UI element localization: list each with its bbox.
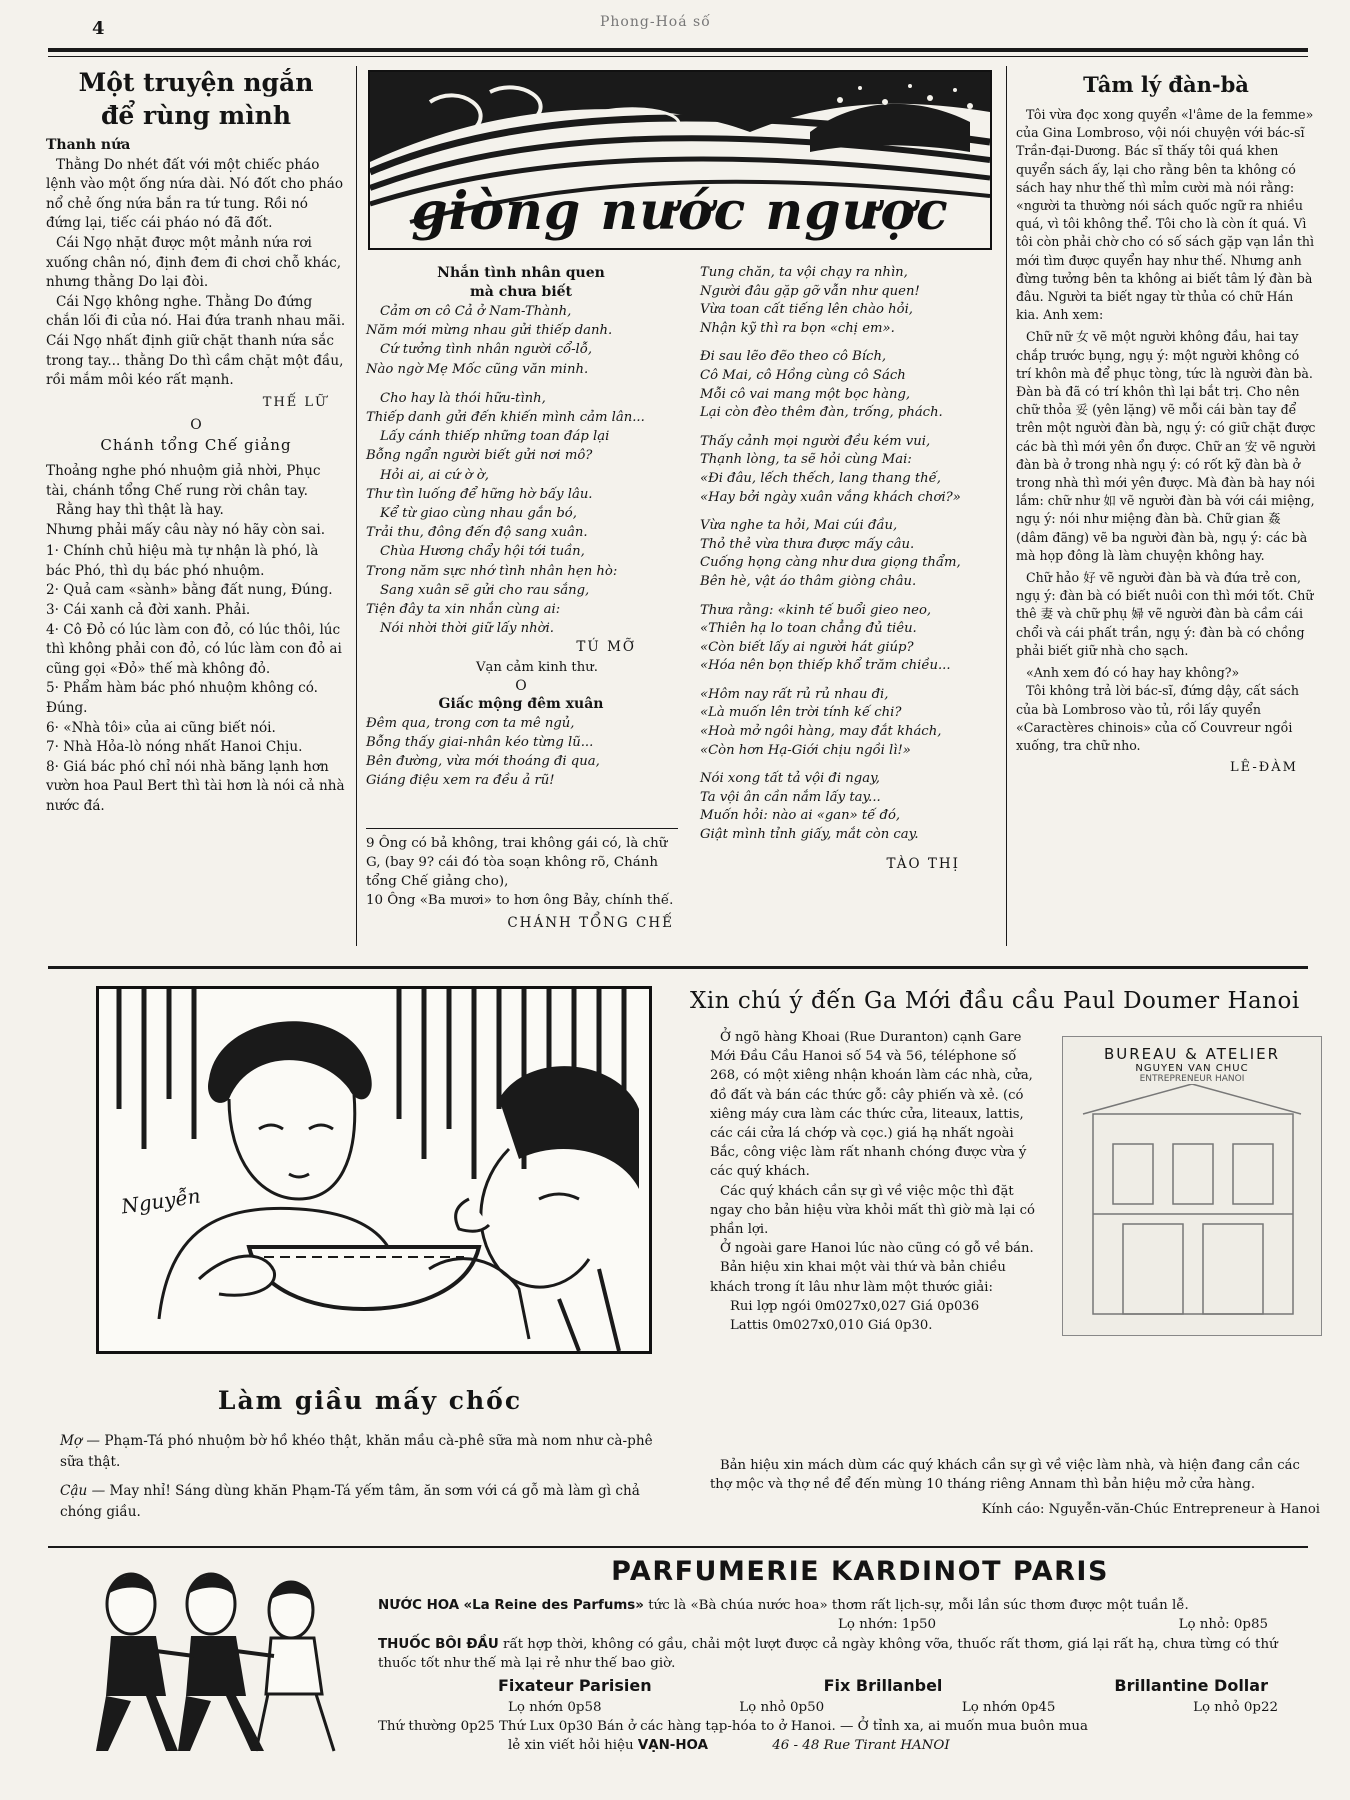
poem-line: Trong năm sực nhớ tình nhân hẹn hò: [366,563,618,579]
shop-address: 46 - 48 Rue Tirant HANOI [772,1738,950,1754]
poem-line: «Hôm nay rất rủ rủ nhau đi, [700,686,889,702]
numbered-item: 8· Giá bác phó chỉ nói nhà băng lạnh hơn vườn hoa Paul Bert thì tài hơn là nói cả nhà nước đá. [46,758,345,814]
poem-line: Cho hay là thói hữu-tình, [380,390,546,406]
poem-line: Năm mới mừng nhau gửi thiếp danh. [366,323,613,339]
product-price: Lọ nhỏ 0p50 [739,1699,825,1715]
column-story [46,66,346,817]
poem-line: «Hay bởi ngày xuân vắng khách chơi?» [700,489,961,505]
banner-title: giòng nước ngược [411,181,949,242]
riddle-block [366,834,678,933]
ad-paragraph: Ở ngoài gare Hanoi lúc nào cũng có gỗ về bán. [720,1241,1034,1257]
top-rule-thin [48,56,1308,57]
story-paragraph: Cái Ngọ nhặt được một mảnh nứa rơi xuống chân nó, định đem đi chơi chỗ khác, nhưng thằng Do lại đòi. [46,234,342,291]
poem-line: Vừa toan cất tiếng lên chào hỏi, [700,302,913,318]
bottom-rule [48,1546,1308,1548]
riddle-rule [366,828,678,829]
poem-line: Nói xong tất tả vội đi ngay, [700,771,880,787]
poem-line: «Là muốn lên trời tính kế chi? [700,705,902,721]
price-small: Lọ nhỏ: 0p85 [1178,1617,1268,1633]
poem-line: Kể từ giao cùng nhau gắn bó, [380,506,577,522]
riddle-signature: CHÁNH TỔNG CHẾ [507,915,674,931]
story-paragraph: Thằng Do nhét đất với một chiếc pháo lệnh vào một ống nứa dài. Nó đốt cho pháo nổ chẻ ống nứa bắn ra tứ tung. Rồi nó đứng lại, tiếc cái pháo nó đã đốt. [46,156,344,232]
cartoon-signature: Nguyễn [119,1183,202,1219]
tam-ly-paragraph: Chữ hảo 好 vẽ người đàn bà và đứa trẻ con, ngụ ý: đàn bà có biết nuôi con thì mới tốt. Chữ thê 妻 và chữ phụ 婦 vẽ người đàn bà cầm cái chổi và cái phất trần, ngụ ý: đàn bà có chồng phải biết giữ nhà cho sạch. [1016,570,1314,658]
perfume-footer: Thứ thường 0p25 Thứ Lux 0p30 Bán ở các hàng tạp-hóa to ở Hanoi. — Ở tỉnh xa, ai muốn mua buôn mua [378,1719,1089,1735]
column-poem-right [700,264,1000,873]
tam-ly-paragraph: Tôi không trả lời bác-sĩ, đứng dậy, cất sách của bà Lombroso vào tủ, rồi lấy quyển «Caractères chinois» của cố Couvreur ngồi xuống, tra chữ nho. [1016,683,1299,753]
tam-ly-title: Tâm lý đàn-bà [1083,72,1249,97]
poem-line: Thư tìn luống để hững hờ bấy lâu. [366,486,593,502]
story-byline: THẾ LỮ [262,394,328,410]
product-text: tức là «Bà chúa nước hoa» thơm rất lịch-sự, mỗi lần súc thơm được một tuần lễ. [648,1598,1189,1613]
poem-line: Bỗng ngẩn người biết gửi nơi mô? [366,448,593,464]
top-rule [48,48,1308,52]
cartoon-title: Làm giầu mấy chốc [217,1386,523,1415]
poem-line: Nào ngờ Mẹ Mốc cũng văn minh. [366,361,589,377]
poem-line: Giáng điệu xem ra đều ả rũ! [366,773,555,789]
numbered-item: 7· Nhà Hỏa-lò nóng nhất Hanoi Chịu. [46,739,303,756]
poem-line: Trải thu, đông đến độ sang xuân. [366,525,588,541]
tam-ly-paragraph: «Anh xem đó có hay hay không?» [1026,665,1240,681]
column-divider [1006,66,1007,946]
ad-paragraph: Các quý khách cần sự gì về việc mộc thì đặt ngay cho bản hiệu vừa khỏi mất thì giờ mà lại có phần lợi. [710,1183,1035,1238]
poem-line: Ta vội ân cần nắm lấy tay... [700,789,881,805]
product-name: Fixateur Parisien [498,1675,652,1695]
walking-men-drawing [86,1566,348,1756]
poem-title: mà chưa biết [469,284,573,300]
dialog-line: Phạm-Tá phó nhuộm bờ hồ khéo thật, khăn mầu cà-phê sữa mà nom như cà-phê sữa thật. [60,1433,653,1470]
poem-line: Lấy cánh thiếp những toan đáp lại [380,429,610,445]
poem-line: Cuống họng càng như dưa giọng thẩm, [700,555,961,571]
product-text: rất hợp thời, không có gầu, chải một lượt được cả ngày không vỡa, thuốc rất thơm, giá lại rất hạ, chưa từng có thứ thuốc tốt như thế mà lại rẻ như thế bao giờ. [378,1636,1278,1672]
dialog-speaker: Cậu — [60,1483,106,1499]
shop-sign: NGUYEN VAN CHUC [1135,1063,1249,1074]
product-price: Lọ nhớn 0p58 [508,1699,602,1715]
section-title-chanh-tong: Chánh tổng Chế giảng [100,436,292,455]
story-subtitle: Thanh nứa [46,137,131,153]
product-label: THUỐC BÔI ĐẦU [378,1636,499,1652]
cartoon-caption [60,1386,680,1523]
ad-carpentry-body [710,1028,1040,1335]
poem-line: Bên đường, vừa mới thoáng đi qua, [366,754,600,770]
poem-line: Hỏi ai, ai cứ ờ ờ, [380,467,489,483]
cartoon-illustration [96,986,652,1354]
page-number: 4 [92,18,105,39]
separator-circle: O [190,417,202,434]
story-paragraph: Cái Ngọ không nghe. Thằng Do đứng chắn lối đi của nó. Hai đứa tranh nhau mãi. Cái Ngọ nhất định giữ chặt thanh nứa sắc trong tay... thằng Do thì cầm chặt một đầu, rồi mắm môi kéo rất mạnh. [46,293,346,389]
perfume-figures [86,1566,348,1756]
riddle-text: 10 Ông «Ba mươi» to hơn ông Bảy, chính thế. [366,893,674,908]
poem-line: Đi sau lẽo đẽo theo cô Bích, [700,349,887,365]
dialog-speaker: Mợ — [60,1433,101,1449]
ad-paragraph: Bản hiệu xin khai một vài thứ và bản chiều khách trong ít lâu như làm một thước giải: [710,1260,1006,1295]
column-divider [356,66,357,946]
numbered-item: 3· Cái xanh cả đời xanh. Phải. [46,602,251,619]
perfume-title: PARFUMERIE KARDINOT PARIS [611,1556,1109,1587]
price-line: Lattis 0m027x0,010 Giá 0p30. [730,1318,933,1334]
perfume-body [378,1596,1308,1756]
dialog-line: May nhỉ! Sáng dùng khăn Phạm-Tá yếm tâm, ăn sơm với cá gỗ mà làm gì chả chóng giầu. [60,1483,640,1520]
poem-line: Bên hè, vật áo thâm giòng châu. [700,573,917,589]
product-name: Brillantine Dollar [1114,1675,1268,1695]
banner-giong-nuoc-nguoc [368,70,992,250]
tam-ly-byline: LÊ-ĐÀM [1230,760,1298,776]
poem-line: Thỏ thẻ vừa thưa được mấy câu. [700,536,915,552]
ad-carpentry-closing [710,1456,1320,1520]
poem-line: «Còn biết lấy ai người hát giúp? [700,639,914,655]
poem-line: Đêm qua, trong cơn ta mê ngủ, [366,715,575,731]
ad-paragraph: Bản hiệu xin mách dùm các quý khách cần sự gì về việc làm nhà, và hiện đang cần các thợ mộc và thợ nề để đến mùng 10 tháng riêng Annam thì bản hiệu mở cửa hàng. [710,1458,1300,1493]
product-label: NƯỚC HOA [378,1598,460,1613]
poem-line: Tiện đây ta xin nhắn cùng ai: [366,602,561,618]
poem-line: «Đi đâu, lếch thếch, lang thang thế, [700,470,941,486]
riddle-text: 9 Ông có bả không, trai không gái có, là chữ G, (bay 9? cái đó tòa soạn không rõ, Chánh tổng Chế giảng cho), [366,836,668,889]
poem-line: Thạnh lòng, ta sẽ hỏi cùng Mai: [700,452,912,468]
shop-sign: BUREAU & ATELIER [1103,1045,1281,1063]
poem-signature: TÚ MỠ [576,639,636,656]
product-price: Lọ nhớn 0p45 [961,1699,1056,1715]
price-big: Lọ nhớn: 1p50 [838,1617,937,1633]
poem-line: «Hóa nên bọn thiếp khổ trăm chiều... [700,658,951,674]
shop-illustration [1062,1036,1322,1336]
ad-signoff: Kính cáo: Nguyễn-văn-Chúc Entrepreneur à Hanoi [981,1502,1320,1518]
poem-note: Vạn cảm kinh thư. [476,659,598,675]
shop-name: VẠN-HOA [637,1738,708,1754]
ad-title-ga-moi: Xin chú ý đến Ga Mới đầu cầu Paul Doumer Hanoi [690,988,1300,1014]
product-name: Fix Brillanbel [823,1675,943,1695]
section-intro: Thoảng nghe phó nhuộm giả nhời, Phục tài, chánh tổng Chế rung rời chân tay. [46,462,321,499]
shop-sign: ENTREPRENEUR HANOI [1139,1074,1245,1084]
section-intro: Rằng hay thì thật là hay. [56,502,224,519]
tam-ly-paragraph: Chữ nữ 女 vẽ một người không đầu, hai tay chắp trước bụng, ngụ ý: một người không có trí khôn mà để phục tòng, tức là người đàn bà. Đàn bà đã có trí khôn thì lại bắt trị. Cho nên chữ thỏa 妥 (yên lặng) vẽ mỗi cái bàn tay để trên một người đàn bà, ngụ ý: có giữ chặt được các bà thì mới yên ổn được. Chữ an 安 vẽ người đàn bà ở trong nhà ngụ ý: có rốt kỹ đàn bà ở trong nhà thì mới yên được. Mà đàn bà hay nói lắm: chữ như 如 vẽ người đàn bà với cái miệng, ngụ ý: nói như miệng đàn bà. Chữ gian 姦 (dâm đãng) vẽ ba người đàn bà, ngụ ý: các bà mà họp đông là làm chuyện không hay. [1016,329,1316,563]
product-price: Lọ nhỏ 0p22 [1193,1699,1278,1715]
numbered-item: 1· Chính chủ hiệu mà tự nhận là phó, là bác Phó, thì dụ bác phó nhuộm. [46,543,319,579]
poem-line: Mỗi cô vai mang một bọc hàng, [700,386,911,402]
poem-line: Giật mình tỉnh giấy, mắt còn cay. [700,827,919,843]
section-intro: Nhưng phải mấy câu này nó hãy còn sai. [46,521,326,538]
perfume-footer-text: lẻ xin viết hỏi hiệu [508,1738,634,1754]
poem-line: Thiếp danh gửi đến khiến mình cảm lân... [366,410,645,426]
shop-building-drawing [1063,1084,1321,1324]
tam-ly-paragraph: Tôi vừa đọc xong quyển «l'âme de la femme» của Gina Lombroso, vội nói chuyện với bác-sĩ Trần-đại-Dương. Bác sĩ thấy tôi quá khen quyển sách ấy, lại cho rằng bên ta không có sách hay như thế thì mỉm cười mà nói rằng: «người ta thường nói sách quốc ngữ ra nhiều quá, vì tôi không thể. Tôi cho là còn ít quá. Vì tôi còn phải chờ cho có số sách gặp vạn lần thì mới tìm được quyển hay như thế. Nhưng anh đừng tưởng bên ta không ai biết tâm lý đàn bà đâu. Người ta biết ngay từ thủa có chữ Hán kia. Anh xem: [1016,107,1315,323]
poem-line: «Hoà mở ngôi hàng, may đắt khách, [700,724,942,740]
numbered-item: 4· Cô Đỏ có lúc làm con đỏ, có lúc thôi, lúc thì không phải con đỏ, có lúc làm con đỏ ai cũng gọi «Đỏ» thế mà không đỏ. [46,621,342,677]
poem-line: Thấy cảnh mọi người đều kém vui, [700,433,931,449]
poem-title: Nhắn tình nhân quen [437,265,605,281]
numbered-item: 2· Quả cam «sành» bằng đất nung, Đúng. [46,582,333,599]
product-brand: «La Reine des Parfums» [463,1598,644,1613]
poem-line: Cứ tưởng tình nhân người cổ-lỗ, [380,342,593,358]
poem-line: Bỗng thấy giai-nhân kéo từng lũ... [366,735,594,751]
poem-line: Cảm ơn cô Cả ở Nam-Thành, [380,304,572,319]
poem-line: Lại còn đèo thêm đàn, trống, phách. [700,405,943,421]
poem-line: Vừa nghe ta hỏi, Mai cúi đầu, [700,518,898,534]
story-title-line1: Một truyện ngắn [78,68,314,97]
poem-line: Cô Mai, cô Hồng cùng cô Sách [700,367,906,383]
poem-line: Sang xuân sẽ gửi cho rau sắng, [380,582,590,598]
poem-line: Người đâu gặp gỡ vẫn như quen! [700,283,920,299]
poem-line: Chùa Hương chẩy hội tới tuần, [380,544,585,560]
poem-line: Muốn hỏi: nào ai «gan» tế đó, [700,808,901,824]
poem-line: Nói nhời thời giữ lấy nhời. [380,621,554,637]
cartoon-drawing [99,989,649,1351]
story-title-line2: để rùng mình [100,101,292,130]
numbered-item: 6· «Nhà tôi» của ai cũng biết nói. [46,719,276,736]
poem-line: Tung chăn, ta vội chạy ra nhìn, [700,265,908,280]
poem-title: Giấc mộng đêm xuân [438,695,604,712]
ad-paragraph: Ở ngõ hàng Khoai (Rue Duranton) cạnh Gare Mới Đầu Cầu Hanoi số 54 và 56, téléphone số 268, có một xiêng nhận khoán làm các nhà, cửa, đồ đất và bán các thức gỗ: cây phiến và xẻ. (có xiêng máy cưa làm các thức cửa, liteaux, lattis, các cái cửa lá chớp và cọc.) giá hạ nhất ngoài Bắc, công việc làm rất nhanh chóng được vừa ý các quý khách. [710,1030,1033,1180]
poem-line: Nhận kỹ thì ra bọn «chị em». [700,320,895,336]
poem-line: «Thiên hạ lo toan chẳng đủ tiêu. [700,621,917,637]
middle-rule [48,966,1308,969]
price-line: Rui lợp ngói 0m027x0,027 Giá 0p036 [730,1298,980,1314]
numbered-item: 5· Phẩm hàm bác phó nhuộm không có. Đúng. [46,680,319,717]
poem-line: «Còn hơn Hạ-Giới chịu ngồi lì!» [700,742,911,758]
column-tam-ly [1016,70,1316,781]
separator-circle: O [515,677,527,694]
column-poem-left [366,264,676,791]
poem-signature: TÀO THỊ [886,855,960,872]
masthead: Phong-Hoá số [600,14,711,30]
poem-line: Thưa rằng: «kinh tế buổi gieo neo, [700,602,932,618]
